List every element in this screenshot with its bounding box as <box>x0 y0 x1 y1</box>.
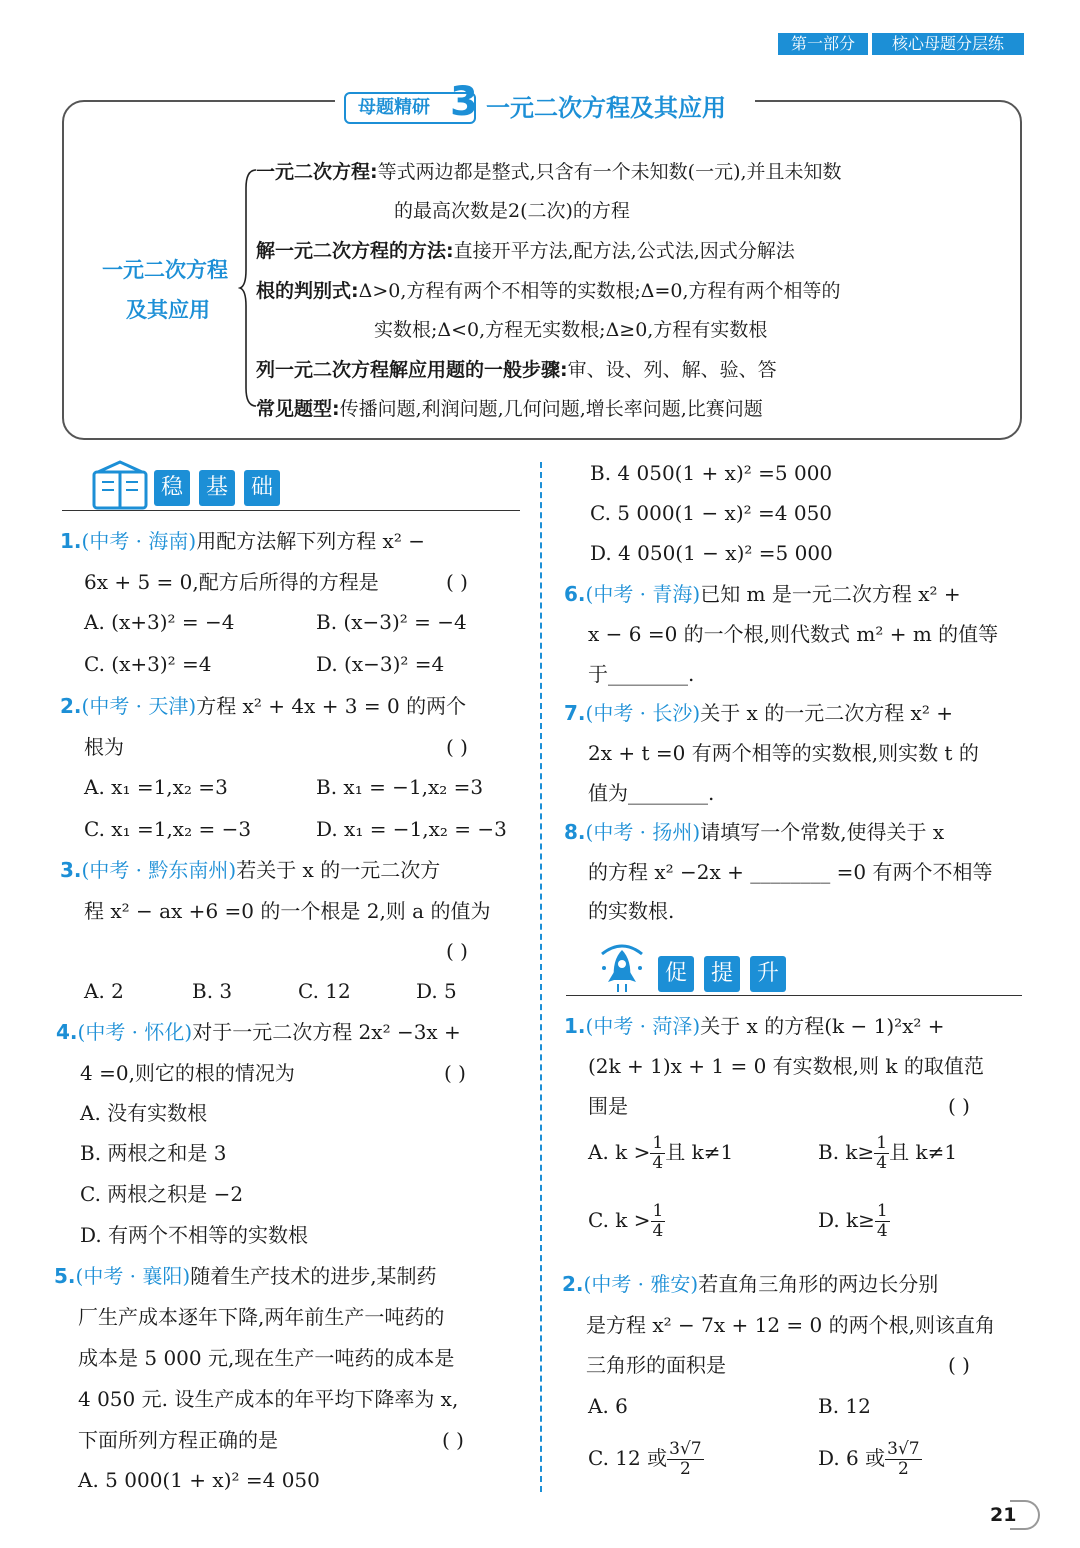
question-2: 2.(中考 · 天津)方程 x² + 4x + 3 = 0 的两个 <box>60 694 467 718</box>
topic-number: 3 <box>450 79 478 125</box>
section-advance-rule <box>566 995 1022 996</box>
q5-option-b: B. 4 050(1 + x)² =5 000 <box>590 461 833 485</box>
summary-item-1: 一元二次方程:等式两边都是整式,只含有一个未知数(一元),并且未知数 <box>256 161 842 183</box>
page-number: 21 <box>990 1504 1017 1526</box>
question-1-paren: ( ) <box>446 570 468 594</box>
column-divider <box>540 462 542 1492</box>
question-7: 7.(中考 · 长沙)关于 x 的一元二次方程 x² + <box>564 701 953 725</box>
q3-option-a: A. 2 <box>84 979 124 1003</box>
question-3: 3.(中考 · 黔东南州)若关于 x 的一元二次方 <box>60 858 441 882</box>
fraction: $\frac{3√7}{2}$ <box>669 1439 702 1479</box>
summary-item-1-cont: 的最高次数是2(二次)的方程 <box>394 200 630 222</box>
section-basic-char-1: 稳 <box>154 470 190 506</box>
category-label-2: 及其应用 <box>126 298 210 322</box>
question-2-paren: ( ) <box>446 735 468 759</box>
p2-option-c: C. 12 或 $\frac{3√7}{2}$ <box>588 1439 702 1479</box>
q5-option-d: D. 4 050(1 − x)² =5 000 <box>590 541 833 565</box>
section-advance-char-3: 升 <box>750 956 786 992</box>
summary-title: 一元二次方程及其应用 <box>486 94 726 122</box>
section-basic-char-2: 基 <box>199 470 235 506</box>
question-7-line2: 2x + t =0 有两个相等的实数根,则实数 t 的 <box>588 741 979 765</box>
header-part-tab: 第一部分 <box>778 33 868 55</box>
q5-option-a: A. 5 000(1 + x)² =4 050 <box>78 1468 320 1492</box>
advance-question-2-line3: 三角形的面积是 <box>586 1353 726 1377</box>
topic-badge: 母题精研 <box>344 92 476 124</box>
q3-option-c: C. 12 <box>298 979 351 1003</box>
question-7-line3: 值为________. <box>588 781 715 805</box>
advance-question-1: 1.(中考 · 菏泽)关于 x 的方程(k − 1)²x² + <box>564 1014 945 1038</box>
question-5: 5.(中考 · 襄阳)随着生产技术的进步,某制药 <box>54 1264 437 1288</box>
section-basic-char-3: 础 <box>244 470 280 506</box>
q4-option-b: B. 两根之和是 3 <box>80 1141 227 1165</box>
advance-question-1-line3: 围是 <box>588 1094 628 1118</box>
question-5-line4: 4 050 元. 设生产成本的年平均下降率为 x, <box>78 1387 459 1411</box>
question-8: 8.(中考 · 扬州)请填写一个常数,使得关于 x <box>564 820 945 844</box>
rocket-icon <box>596 938 648 996</box>
question-6-line3: 于________. <box>588 662 695 686</box>
question-1: 1.(中考 · 海南)用配方法解下列方程 x² − <box>60 529 425 553</box>
question-6-line2: x − 6 =0 的一个根,则代数式 m² + m 的值等 <box>588 622 999 646</box>
header-section-tab: 核心母题分层练 <box>872 33 1024 55</box>
question-8-line3: 的实数根. <box>588 899 675 923</box>
question-5-line2: 厂生产成本逐年下降,两年前生产一吨药的 <box>78 1305 445 1329</box>
summary-item-2: 解一元二次方程的方法:直接开平方法,配方法,公式法,因式分解法 <box>256 240 795 262</box>
q3-option-d: D. 5 <box>416 979 457 1003</box>
q5-option-c: C. 5 000(1 − x)² =4 050 <box>590 501 833 525</box>
p2-option-a: A. 6 <box>588 1394 628 1418</box>
advance-question-1-paren: ( ) <box>948 1094 970 1118</box>
advance-question-2-line2: 是方程 x² − 7x + 12 = 0 的两个根,则该直角 <box>586 1313 995 1337</box>
q4-option-c: C. 两根之积是 −2 <box>80 1182 244 1206</box>
question-4-line2: 4 =0,则它的根的情况为 <box>80 1061 295 1085</box>
advance-question-2-paren: ( ) <box>948 1353 970 1377</box>
p2-option-b: B. 12 <box>818 1394 871 1418</box>
summary-item-5: 常见题型:传播问题,利润问题,几何问题,增长率问题,比赛问题 <box>256 398 763 420</box>
advance-question-2: 2.(中考 · 雅安)若直角三角形的两边长分别 <box>562 1272 939 1296</box>
p2-option-d: D. 6 或 $\frac{3√7}{2}$ <box>818 1439 920 1479</box>
question-1-line2: 6x + 5 = 0,配方后所得的方程是 <box>84 570 379 594</box>
fraction: $\frac{1}{4}$ <box>876 1133 888 1173</box>
q1-option-b: B. (x−3)² = −4 <box>316 610 467 634</box>
p1-option-d: D. k≥ $\frac{1}{4}$ <box>818 1201 888 1241</box>
section-basic-rule <box>62 510 520 511</box>
q2-option-d: D. x₁ = −1,x₂ = −3 <box>316 817 507 841</box>
q4-option-a: A. 没有实数根 <box>80 1101 208 1125</box>
question-2-line2: 根为 <box>84 735 124 759</box>
q1-option-c: C. (x+3)² =4 <box>84 652 212 676</box>
p1-option-c: C. k > $\frac{1}{4}$ <box>588 1201 664 1241</box>
q1-option-d: D. (x−3)² =4 <box>316 652 445 676</box>
q2-option-a: A. x₁ =1,x₂ =3 <box>84 775 228 799</box>
fraction: $\frac{1}{4}$ <box>876 1201 888 1241</box>
summary-item-3: 根的判别式:Δ>0,方程有两个不相等的实数根;Δ=0,方程有两个相等的 <box>256 280 841 302</box>
q2-option-b: B. x₁ = −1,x₂ =3 <box>316 775 484 799</box>
p1-option-b: B. k≥ $\frac{1}{4}$ 且 k≠1 <box>818 1133 958 1173</box>
q2-option-c: C. x₁ =1,x₂ = −3 <box>84 817 252 841</box>
summary-item-4: 列一元二次方程解应用题的一般步骤:审、设、列、解、验、答 <box>256 359 777 381</box>
book-icon <box>92 458 148 510</box>
question-4-paren: ( ) <box>444 1061 466 1085</box>
p1-option-a: A. k > $\frac{1}{4}$ 且 k≠1 <box>588 1133 734 1173</box>
q3-option-b: B. 3 <box>192 979 233 1003</box>
question-6: 6.(中考 · 青海)已知 m 是一元二次方程 x² + <box>564 582 961 606</box>
advance-question-1-line2: (2k + 1)x + 1 = 0 有实数根,则 k 的取值范 <box>588 1054 984 1078</box>
brace-icon <box>238 168 258 408</box>
fraction: $\frac{1}{4}$ <box>652 1201 664 1241</box>
fraction: $\frac{1}{4}$ <box>652 1133 664 1173</box>
question-8-line2: 的方程 x² −2x + ________ =0 有两个不相等 <box>588 860 993 884</box>
section-advance-char-1: 促 <box>658 956 694 992</box>
fraction: $\frac{3√7}{2}$ <box>887 1439 920 1479</box>
question-3-paren: ( ) <box>446 939 468 963</box>
question-3-line2: 程 x² − ax +6 =0 的一个根是 2,则 a 的值为 <box>84 899 491 923</box>
question-5-paren: ( ) <box>442 1428 464 1452</box>
category-label-1: 一元二次方程 <box>102 258 228 282</box>
question-5-line5: 下面所列方程正确的是 <box>78 1428 278 1452</box>
q4-option-d: D. 有两个不相等的实数根 <box>80 1223 309 1247</box>
summary-item-3-cont: 实数根;Δ<0,方程无实数根;Δ≥0,方程有实数根 <box>374 319 768 341</box>
question-4: 4.(中考 · 怀化)对于一元二次方程 2x² −3x + <box>56 1020 461 1044</box>
q1-option-a: A. (x+3)² = −4 <box>84 610 235 634</box>
question-5-line3: 成本是 5 000 元,现在生产一吨药的成本是 <box>78 1346 455 1370</box>
section-advance-char-2: 提 <box>704 956 740 992</box>
